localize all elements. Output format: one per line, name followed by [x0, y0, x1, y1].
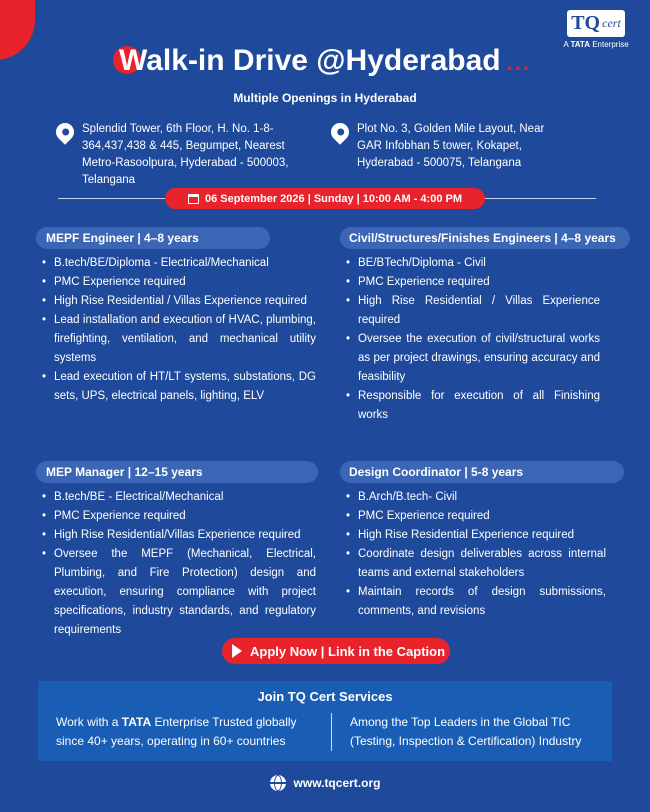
- tqcert-logo: TQ cert A TATA Enterprise: [556, 10, 636, 49]
- role-heading: MEPF Engineer | 4–8 years: [36, 227, 270, 249]
- role-design-coordinator: [340, 461, 624, 621]
- list-item: • Lead installation and execution of HVAC, plumbing, firefighting, ventilation, and mechanical utility systems: [54, 311, 316, 368]
- list-item: • Coordinate design deliverables across internal teams and external stakeholders: [358, 545, 606, 583]
- website-link[interactable]: www.tqcert.org: [0, 775, 650, 791]
- list-item: • BE/BTech/Diploma - Civil: [358, 254, 600, 273]
- list-item: • PMC Experience required: [54, 507, 316, 526]
- list-item: • High Rise Residential/Villas Experience required: [54, 526, 316, 545]
- list-item: • Oversee the execution of civil/structural works as per project drawings, ensuring accuracy and feasibility: [358, 330, 600, 387]
- divider: [58, 198, 168, 199]
- list-item: • B.tech/BE - Electrical/Mechanical: [54, 488, 316, 507]
- list-item: • High Rise Residential / Villas Experience required: [54, 292, 316, 311]
- list-item: • B.tech/BE/Diploma - Electrical/Mechanical: [54, 254, 316, 273]
- location-address: Splendid Tower, 6th Floor, H. No. 1-8-364,437,438 & 445, Begumpet, Nearest Metro-Rasoolpura, Hyderabad - 500003, Telangana: [82, 123, 289, 186]
- join-panel: [38, 681, 612, 761]
- list-item: • PMC Experience required: [54, 273, 316, 292]
- apply-now-button[interactable]: Apply Now | Link in the Caption: [222, 638, 450, 664]
- list-item: • Oversee the MEPF (Mechanical, Electrical, Plumbing, and Fire Protection) design and execution, ensuring compliance with project specifications, industry standards, and regulatory requirements: [54, 545, 316, 640]
- role-civil-engineers: [340, 227, 630, 425]
- role-heading: Civil/Structures/Finishes Engineers | 4–8 years: [340, 227, 630, 249]
- divider: [482, 198, 596, 199]
- globe-icon: [270, 775, 286, 791]
- role-heading: Design Coordinator | 5-8 years: [340, 461, 624, 483]
- list-item: • PMC Experience required: [358, 273, 600, 292]
- list-item: • Maintain records of design submissions, comments, and revisions: [358, 583, 606, 621]
- location-pin-icon: [327, 119, 352, 144]
- list-item: • B.Arch/B.tech- Civil: [358, 488, 606, 507]
- page-subtitle: Multiple Openings in Hyderabad: [233, 91, 417, 105]
- join-text-left: Work with a TATA Enterprise Trusted globally since 40+ years, operating in 60+ countries: [56, 715, 297, 748]
- role-heading: MEP Manager | 12–15 years: [36, 461, 318, 483]
- page-title: Walk-in Drive @Hyderabad ...: [119, 44, 531, 78]
- list-item: • Responsible for execution of all Finishing works: [358, 387, 600, 425]
- list-item: • Lead execution of HT/LT systems, substations, DG sets, UPS, electrical panels, lighting, ELV: [54, 368, 316, 406]
- list-item: • PMC Experience required: [358, 507, 606, 526]
- role-mep-manager: [36, 461, 316, 640]
- date-banner: 06 September 2026 | Sunday | 10:00 AM - 4:00 PM: [165, 188, 485, 209]
- location-1: [56, 121, 306, 189]
- location-2: [331, 121, 571, 172]
- list-item: • High Rise Residential / Villas Experience required: [358, 292, 600, 330]
- join-text-right: Among the Top Leaders in the Global TIC (Testing, Inspection & Certification) Industry: [350, 715, 582, 748]
- divider: [331, 713, 332, 751]
- logo-tagline: A TATA Enterprise: [563, 40, 629, 49]
- join-title: Join TQ Cert Services: [257, 689, 393, 704]
- list-item: • High Rise Residential Experience required: [358, 526, 606, 545]
- location-address: Plot No. 3, Golden Mile Layout, Near GAR Infobhan 5 tower, Kokapet, Hyderabad - 500075, Telangana: [357, 123, 545, 169]
- role-mepf-engineer: [36, 227, 316, 406]
- arrow-icon: [232, 644, 242, 658]
- calendar-icon: [188, 194, 199, 204]
- location-pin-icon: [52, 119, 77, 144]
